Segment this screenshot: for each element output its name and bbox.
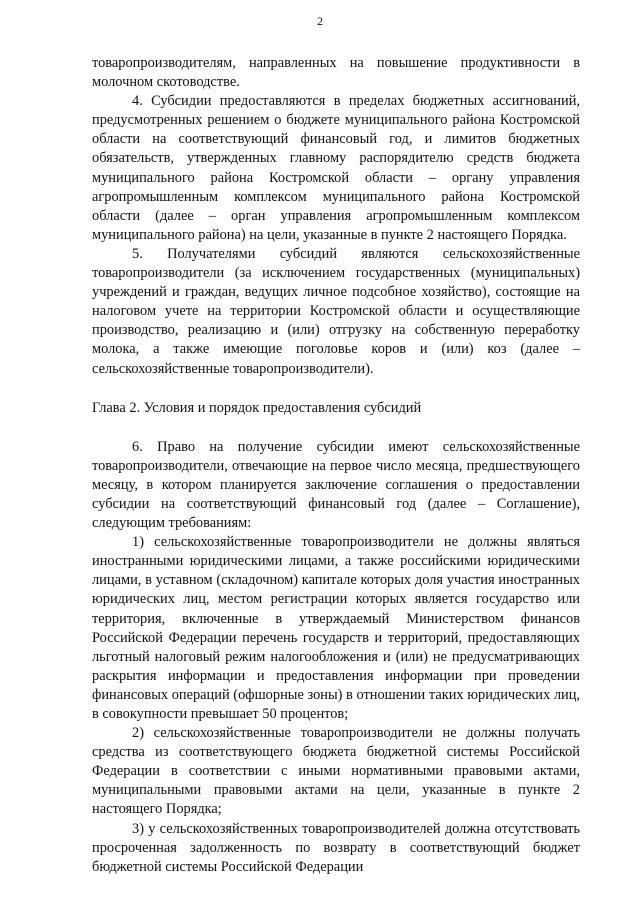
paragraph-item-4: 4. Субсидии предоставляются в пределах бюджетных ассигнований, предусмотренных решением о бюджете муниципального района Костромской области на соответствующий финансовый год, и лимитов бюджетных обязательств, утвержденных главному распорядителю средств бюджета муниципального района Костромской области – органу управления агропромышленным комплексом муниципального района Костромской области (далее – орган управления агропромышленным комплексом муниципального района) на цели, указанные в пункте 2 настоящего Порядка. <box>92 93 580 243</box>
page-number: 2 <box>317 14 323 28</box>
paragraph-subitem-1: 1) сельскохозяйственные товаропроизводители не должны являться иностранными юридическими лицами, а также российскими юридическими лицами, в уставном (складочном) капитале которых доля участия иностранных юридических лиц, местом регистрации которых является государство или территория, включенные в утверждаемый Министерством финансов Российской Федерации перечень государств и территорий, предоставляющих льготный налоговый режим налогообложения и (или) не предусматривающих раскрытия информации и предоставления информации при проведении финансовых операций (офшорные зоны) в отношении таких юридических лиц, в совокупности превышает 50 процентов; <box>92 534 580 722</box>
chapter-heading: Глава 2. Условия и порядок предоставления субсидий <box>92 399 422 416</box>
paragraph-subitem-3: 3) у сельскохозяйственных товаропроизводителей должна отсутствовать просроченная задолженность по возврату в соответствующий бюджет бюджетной системы Российской Федерации <box>92 820 580 875</box>
paragraph-subitem-2: 2) сельскохозяйственные товаропроизводители не должны получать средства из соответствующего бюджета бюджетной системы Российской Федерации в соответствии с иными нормативными правовыми актами, муниципальными правовыми актами на цели, указанные в пункте 2 настоящего Порядка; <box>92 725 580 818</box>
paragraph-continuation: товаропроизводителям, направленных на повышение продуктивности в молочном скотоводстве. <box>92 55 580 91</box>
paragraph-item-5: 5. Получателями субсидий являются сельскохозяйственные товаропроизводители (за исключением государственных (муниципальных) учреждений и граждан, ведущих личное подсобное хозяйство), состоящие на налоговом учете на территории Костромской области и осуществляющие производство, реализацию и (или) отгрузку на собственную переработку молока, а также имеющие поголовье коров и (или) коз (далее – сельскохозяйственные товаропроизводители). <box>92 245 580 377</box>
paragraph-item-6: 6. Право на получение субсидии имеют сельскохозяйственные товаропроизводители, отвечающие на первое число месяца, предшествующего месяцу, в котором планируется заключение соглашения о предоставлении субсидии на соответствующий финансовый год (далее – Соглашение), следующим требованиям: <box>92 438 580 532</box>
document-body <box>92 54 580 877</box>
